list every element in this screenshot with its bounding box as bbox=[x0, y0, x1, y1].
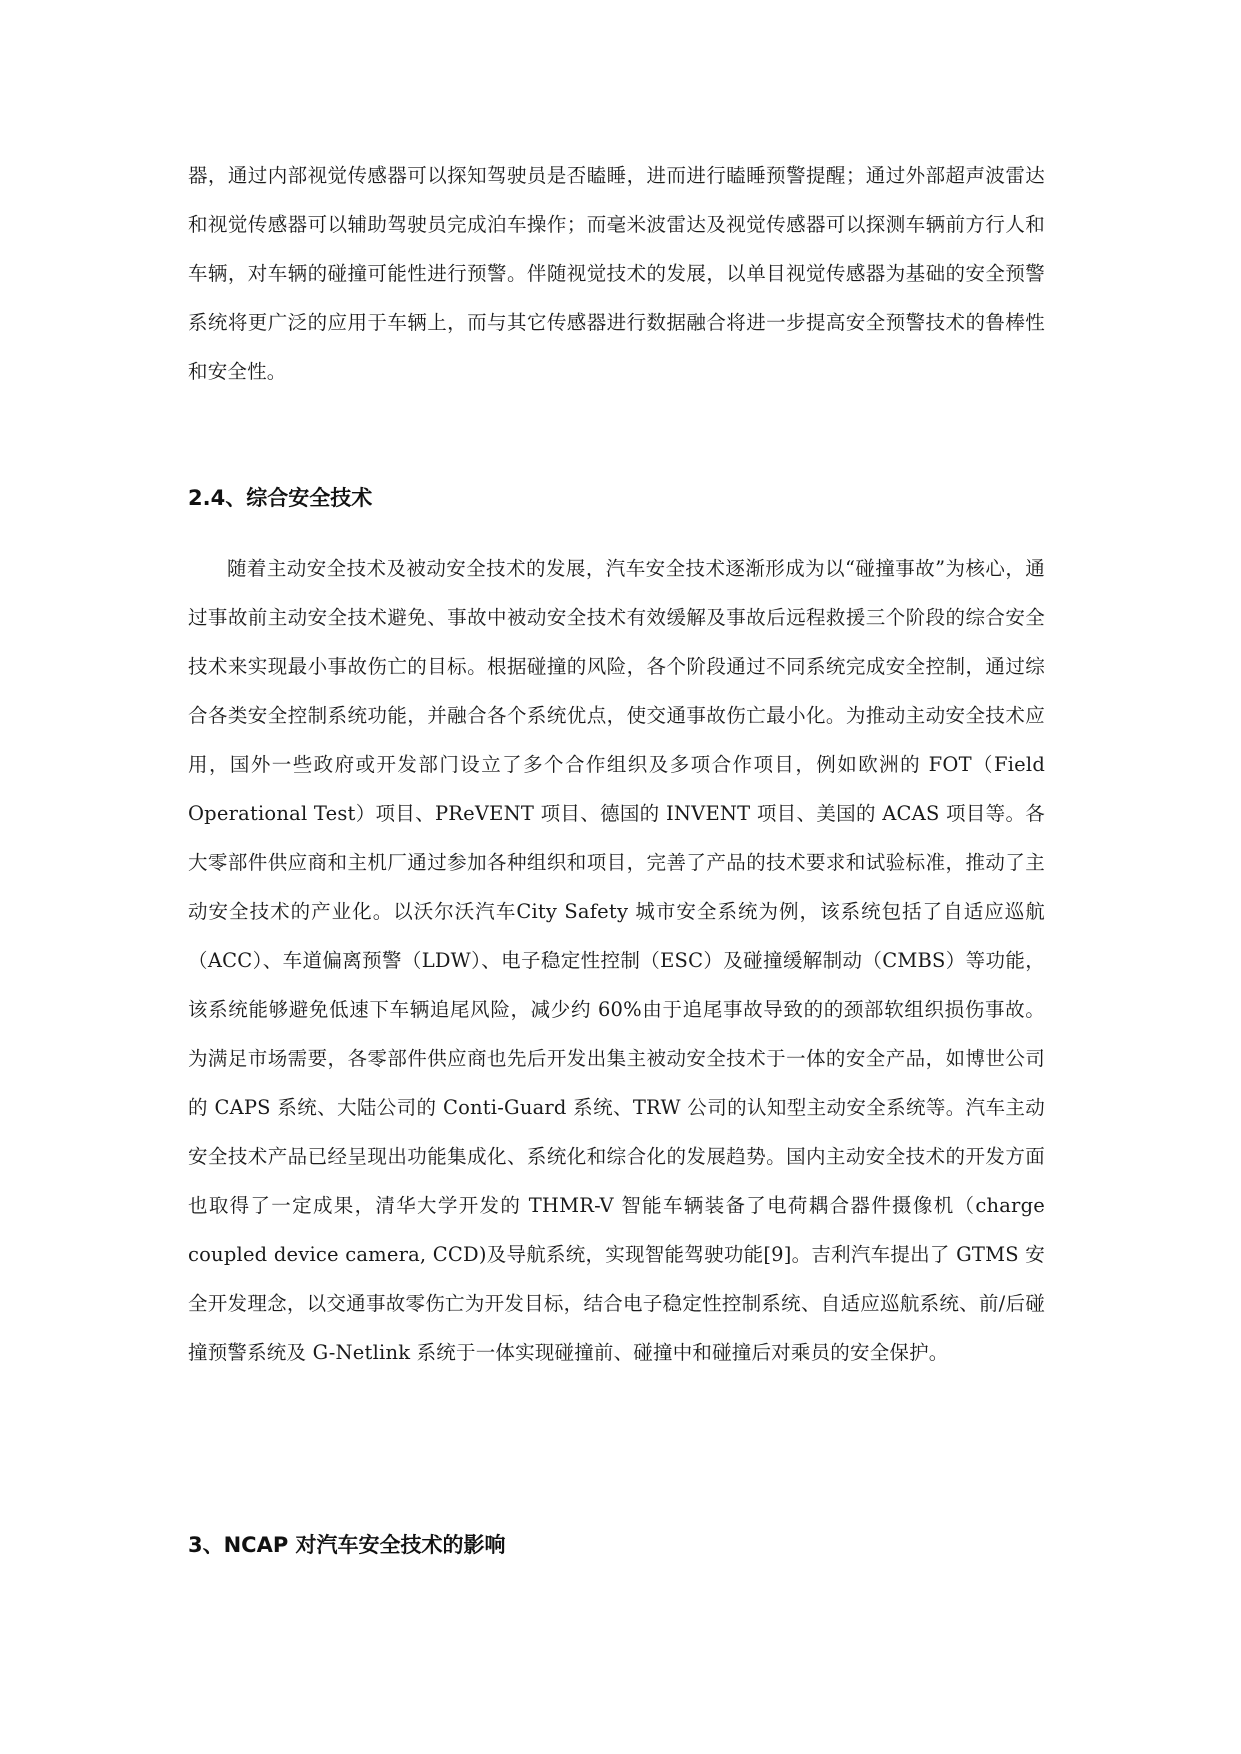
section-heading-2-4: 2.4、综合安全技术 bbox=[188, 486, 373, 510]
section-heading-3: 3、NCAP 对汽车安全技术的影响 bbox=[188, 1533, 506, 1557]
body-paragraph: 随着主动安全技术及被动安全技术的发展，汽车安全技术逐渐形成为以“碰撞事故”为核心，通过事故前主动安全技术避免、事故中被动安全技术有效缓解及事故后远程救援三个阶段的综合安全技术来实现最小事故伤亡的目标。根据碰撞的风险，各个阶段通过不同系统完成安全控制，通过综合各类安全控制系统功能，并融合各个系统优点，使交通事故伤亡最小化。为推动主动安全技术应用，国外一些政府或开发部门设立了多个合作组织及多项合作项目，例如欧洲的 FOT（Field Operational Test）项目、PReVENT 项目、德国的 INVENT 项目、美国的 ACAS 项目等。各大零部件供应商和主机厂通过参加各种组织和项目，完善了产品的技术要求和试验标准，推动了主动安全技术的产业化。以沃尔沃汽车City Safety 城市安全系统为例，该系统包括了自适应巡航（ACC）、车道偏离预警（LDW）、电子稳定性控制（ESC）及碰撞缓解制动（CMBS）等功能，该系统能够避免低速下车辆追尾风险，减少约 60%由于追尾事故导致的的颈部软组织损伤事故。为满足市场需要，各零部件供应商也先后开发出集主被动安全技术于一体的安全产品，如博世公司的 CAPS 系统、大陆公司的 Conti-Guard 系统、TRW 公司的认知型主动安全系统等。汽车主动安全技术产品已经呈现出功能集成化、系统化和综合化的发展趋势。国内主动安全技术的开发方面也取得了一定成果，清华大学开发的 THMR-V 智能车辆装备了电荷耦合器件摄像机（charge coupled device camera, CCD)及导航系统，实现智能驾驶功能[9]。吉利汽车提出了 GTMS 安全开发理念，以交通事故零伤亡为开发目标，结合电子稳定性控制系统、自适应巡航系统、前/后碰撞预警系统及 G-Netlink 系统于一体实现碰撞前、碰撞中和碰撞后对乘员的安全保护。 bbox=[188, 557, 1045, 1364]
body-paragraph: 器，通过内部视觉传感器可以探知驾驶员是否瞌睡，进而进行瞌睡预警提醒；通过外部超声波雷达和视觉传感器可以辅助驾驶员完成泊车操作；而毫米波雷达及视觉传感器可以探测车辆前方行人和车辆，对车辆的碰撞可能性进行预警。伴随视觉技术的发展，以单目视觉传感器为基础的安全预警系统将更广泛的应用于车辆上，而与其它传感器进行数据融合将进一步提高安全预警技术的鲁棒性和安全性。 bbox=[188, 164, 1045, 383]
